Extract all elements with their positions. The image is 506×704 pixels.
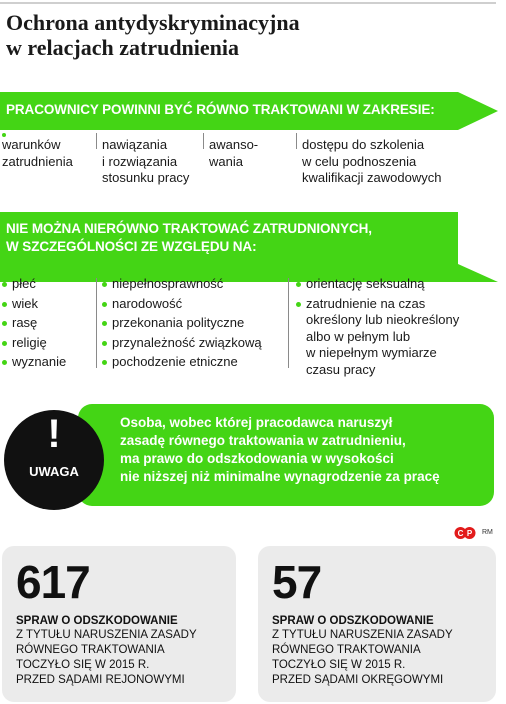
section2-list-1 xyxy=(2,276,92,371)
list-item: pochodzenie etniczne xyxy=(102,354,282,371)
list-item: przekonania polityczne xyxy=(102,315,282,332)
stat-heading: SPRAW O ODSZKODOWANIE xyxy=(272,615,434,627)
stat-card-district-courts xyxy=(2,546,236,702)
section1-col-4: dostępu do szkolenia w celu podnoszenia kwalifikacji zawodowych xyxy=(302,137,442,185)
title-line-2: w relacjach zatrudnienia xyxy=(6,35,240,60)
section1-heading: PRACOWNICY POWINNI BYĆ RÓWNO TRAKTOWANI W ZAKRESIE: xyxy=(6,102,435,117)
column-divider xyxy=(96,133,97,149)
section2-heading: NIE MOŻNA NIERÓWNO TRAKTOWAĆ ZATRUDNIONYCH, W SZCZEGÓLNOŚCI ZE WZGLĘDU NA: xyxy=(6,221,372,254)
section1-col-3: awanso- wania xyxy=(209,137,259,169)
stat-card-regional-courts xyxy=(258,546,496,702)
list-item: wiek xyxy=(2,296,92,313)
stat-body: Z TYTUŁU NARUSZENIA ZASADY RÓWNEGO TRAKTOWANIA TOCZYŁO SIĘ W 2015 R. PRZED SĄDAMI OKRĘGOWYMI xyxy=(272,629,453,686)
top-rule xyxy=(0,2,496,4)
column-divider xyxy=(96,278,97,368)
publisher-logo-letter-2: P xyxy=(466,529,473,538)
warning-label: UWAGA xyxy=(29,464,79,479)
list-item: niepełnosprawność xyxy=(102,276,282,293)
exclamation-icon: ! xyxy=(47,412,61,456)
list-item: rasę xyxy=(2,315,92,332)
list-item: płeć xyxy=(2,276,92,293)
section1-banner xyxy=(0,92,500,130)
section2-list-2 xyxy=(102,276,282,371)
column-divider xyxy=(203,133,204,149)
section2-banner xyxy=(0,212,500,284)
list-item: wyznanie xyxy=(2,354,92,371)
list-item: zatrudnienie na czas określony lub nieokreślony albo w pełnym lub w niepełnym wymiarze czasu pracy xyxy=(296,296,496,379)
publisher-logo-letter-1: C xyxy=(457,529,464,538)
stat-body: Z TYTUŁU NARUSZENIA ZASADY RÓWNEGO TRAKTOWANIA TOCZYŁO SIĘ W 2015 R. PRZED SĄDAMI REJONOWYMI xyxy=(16,629,197,686)
list-item: orientację seksualną xyxy=(296,276,496,293)
stat-number: 617 xyxy=(16,556,90,608)
page-title xyxy=(6,10,476,60)
warning-text: Osoba, wobec której pracodawca naruszył zasadę równego traktowania w zatrudnieniu, ma prawo do odszkodowania w wysokości nie niższej niż minimalne wynagrodzenie za pracę xyxy=(120,415,440,484)
section2-list-3 xyxy=(296,276,496,378)
section1-col-2: nawiązania i rozwiązania stosunku pracy xyxy=(102,137,190,185)
stat-number: 57 xyxy=(272,556,322,608)
list-item: religię xyxy=(2,335,92,352)
column-divider xyxy=(296,133,297,149)
section1-col-1: warunków zatrudnienia xyxy=(2,137,73,169)
title-line-1: Ochrona antydyskryminacyjna xyxy=(6,10,300,35)
author-initials: RM xyxy=(482,529,493,536)
stat-heading: SPRAW O ODSZKODOWANIE xyxy=(16,615,178,627)
list-item: narodowość xyxy=(102,296,282,313)
column-divider xyxy=(288,278,289,368)
publisher-logo-icon xyxy=(454,526,476,540)
list-item: przynależność związkową xyxy=(102,335,282,352)
